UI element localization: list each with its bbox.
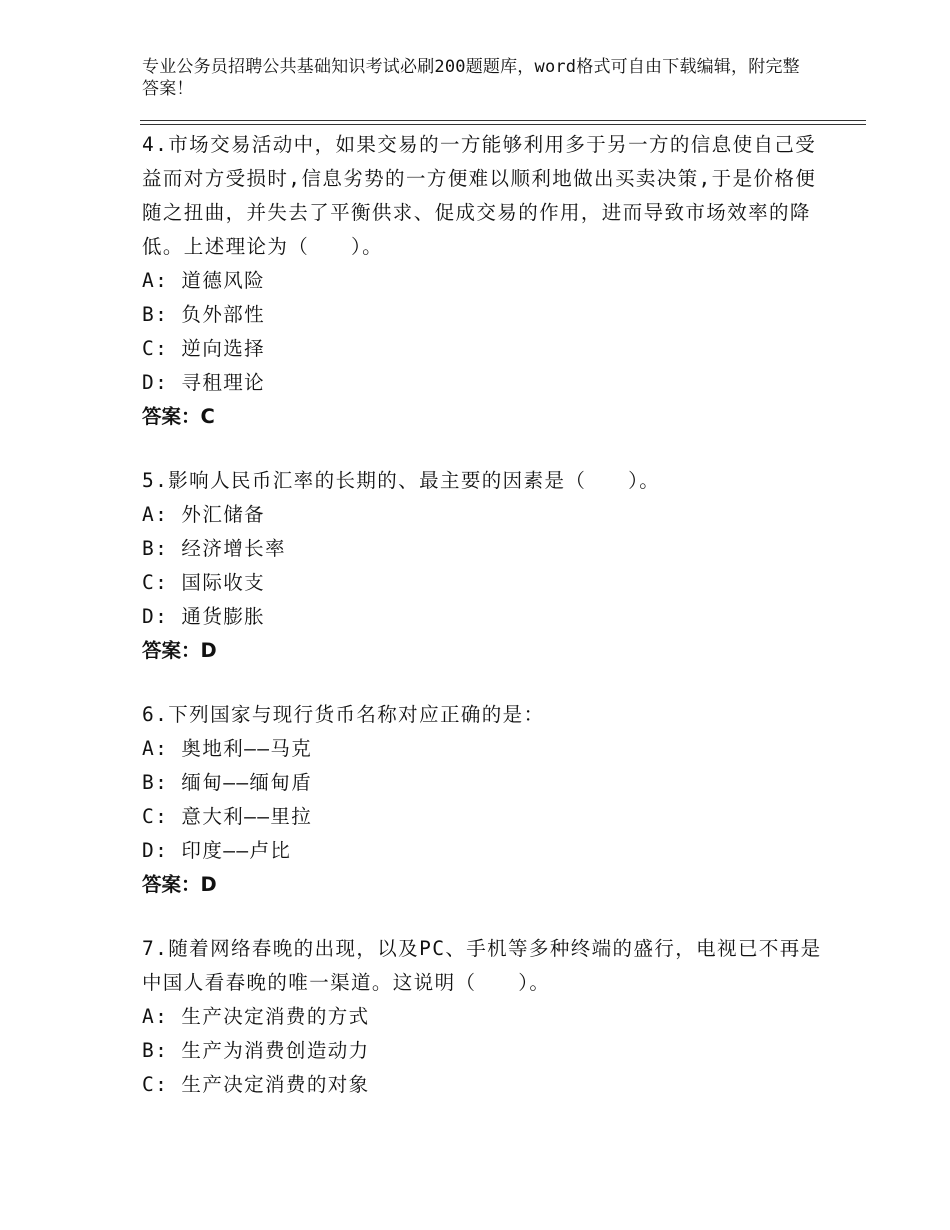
option-c: C: 逆向选择 [142, 337, 266, 360]
question-text: 4.市场交易活动中，如果交易的一方能够利用多于另一方的信息使自己受益而对方受损时,信息劣势的一方便难以顺利地做出买卖决策,于是价格便随之扭曲，并失去了平衡供求、促成交易的作用，进而导致市场效率的降低。上述理论为（ ）。 [142, 133, 817, 258]
option-a: A: 奥地利——马克 [142, 737, 313, 760]
option-b: B: 经济增长率 [142, 537, 286, 560]
option-a: A: 道德风险 [142, 269, 266, 292]
answer: 答案：C [142, 405, 215, 428]
answer: 答案：D [142, 639, 217, 662]
option-d: D: 寻租理论 [142, 371, 266, 394]
option-d: D: 印度——卢比 [142, 839, 292, 862]
header-divider [140, 120, 866, 121]
option-b: B: 缅甸——缅甸盾 [142, 771, 313, 794]
option-a: A: 外汇储备 [142, 503, 266, 526]
question-text: 6.下列国家与现行货币名称对应正确的是： [142, 703, 545, 726]
question-text: 7.随着网络春晚的出现，以及PC、手机等多种终端的盛行，电视已不再是中国人看春晚的唯一渠道。这说明（ ）。 [142, 937, 822, 994]
document-header: 专业公务员招聘公共基础知识考试必刷200题题库，word格式可自由下载编辑，附完整答案！ [142, 57, 800, 99]
option-a: A: 生产决定消费的方式 [142, 1005, 370, 1028]
option-b: B: 生产为消费创造动力 [142, 1039, 370, 1062]
question-7 [142, 932, 822, 1102]
question-4 [142, 128, 822, 434]
header-divider-second [140, 124, 866, 125]
question-text: 5.影响人民币汇率的长期的、最主要的因素是（ ）。 [142, 469, 661, 492]
question-6 [142, 698, 822, 902]
question-5 [142, 464, 822, 668]
question-list [142, 128, 822, 1132]
option-b: B: 负外部性 [142, 303, 266, 326]
option-c: C: 意大利——里拉 [142, 805, 313, 828]
answer: 答案：D [142, 873, 217, 896]
option-d: D: 通货膨胀 [142, 605, 266, 628]
option-c: C: 国际收支 [142, 571, 266, 594]
option-c: C: 生产决定消费的对象 [142, 1073, 370, 1096]
